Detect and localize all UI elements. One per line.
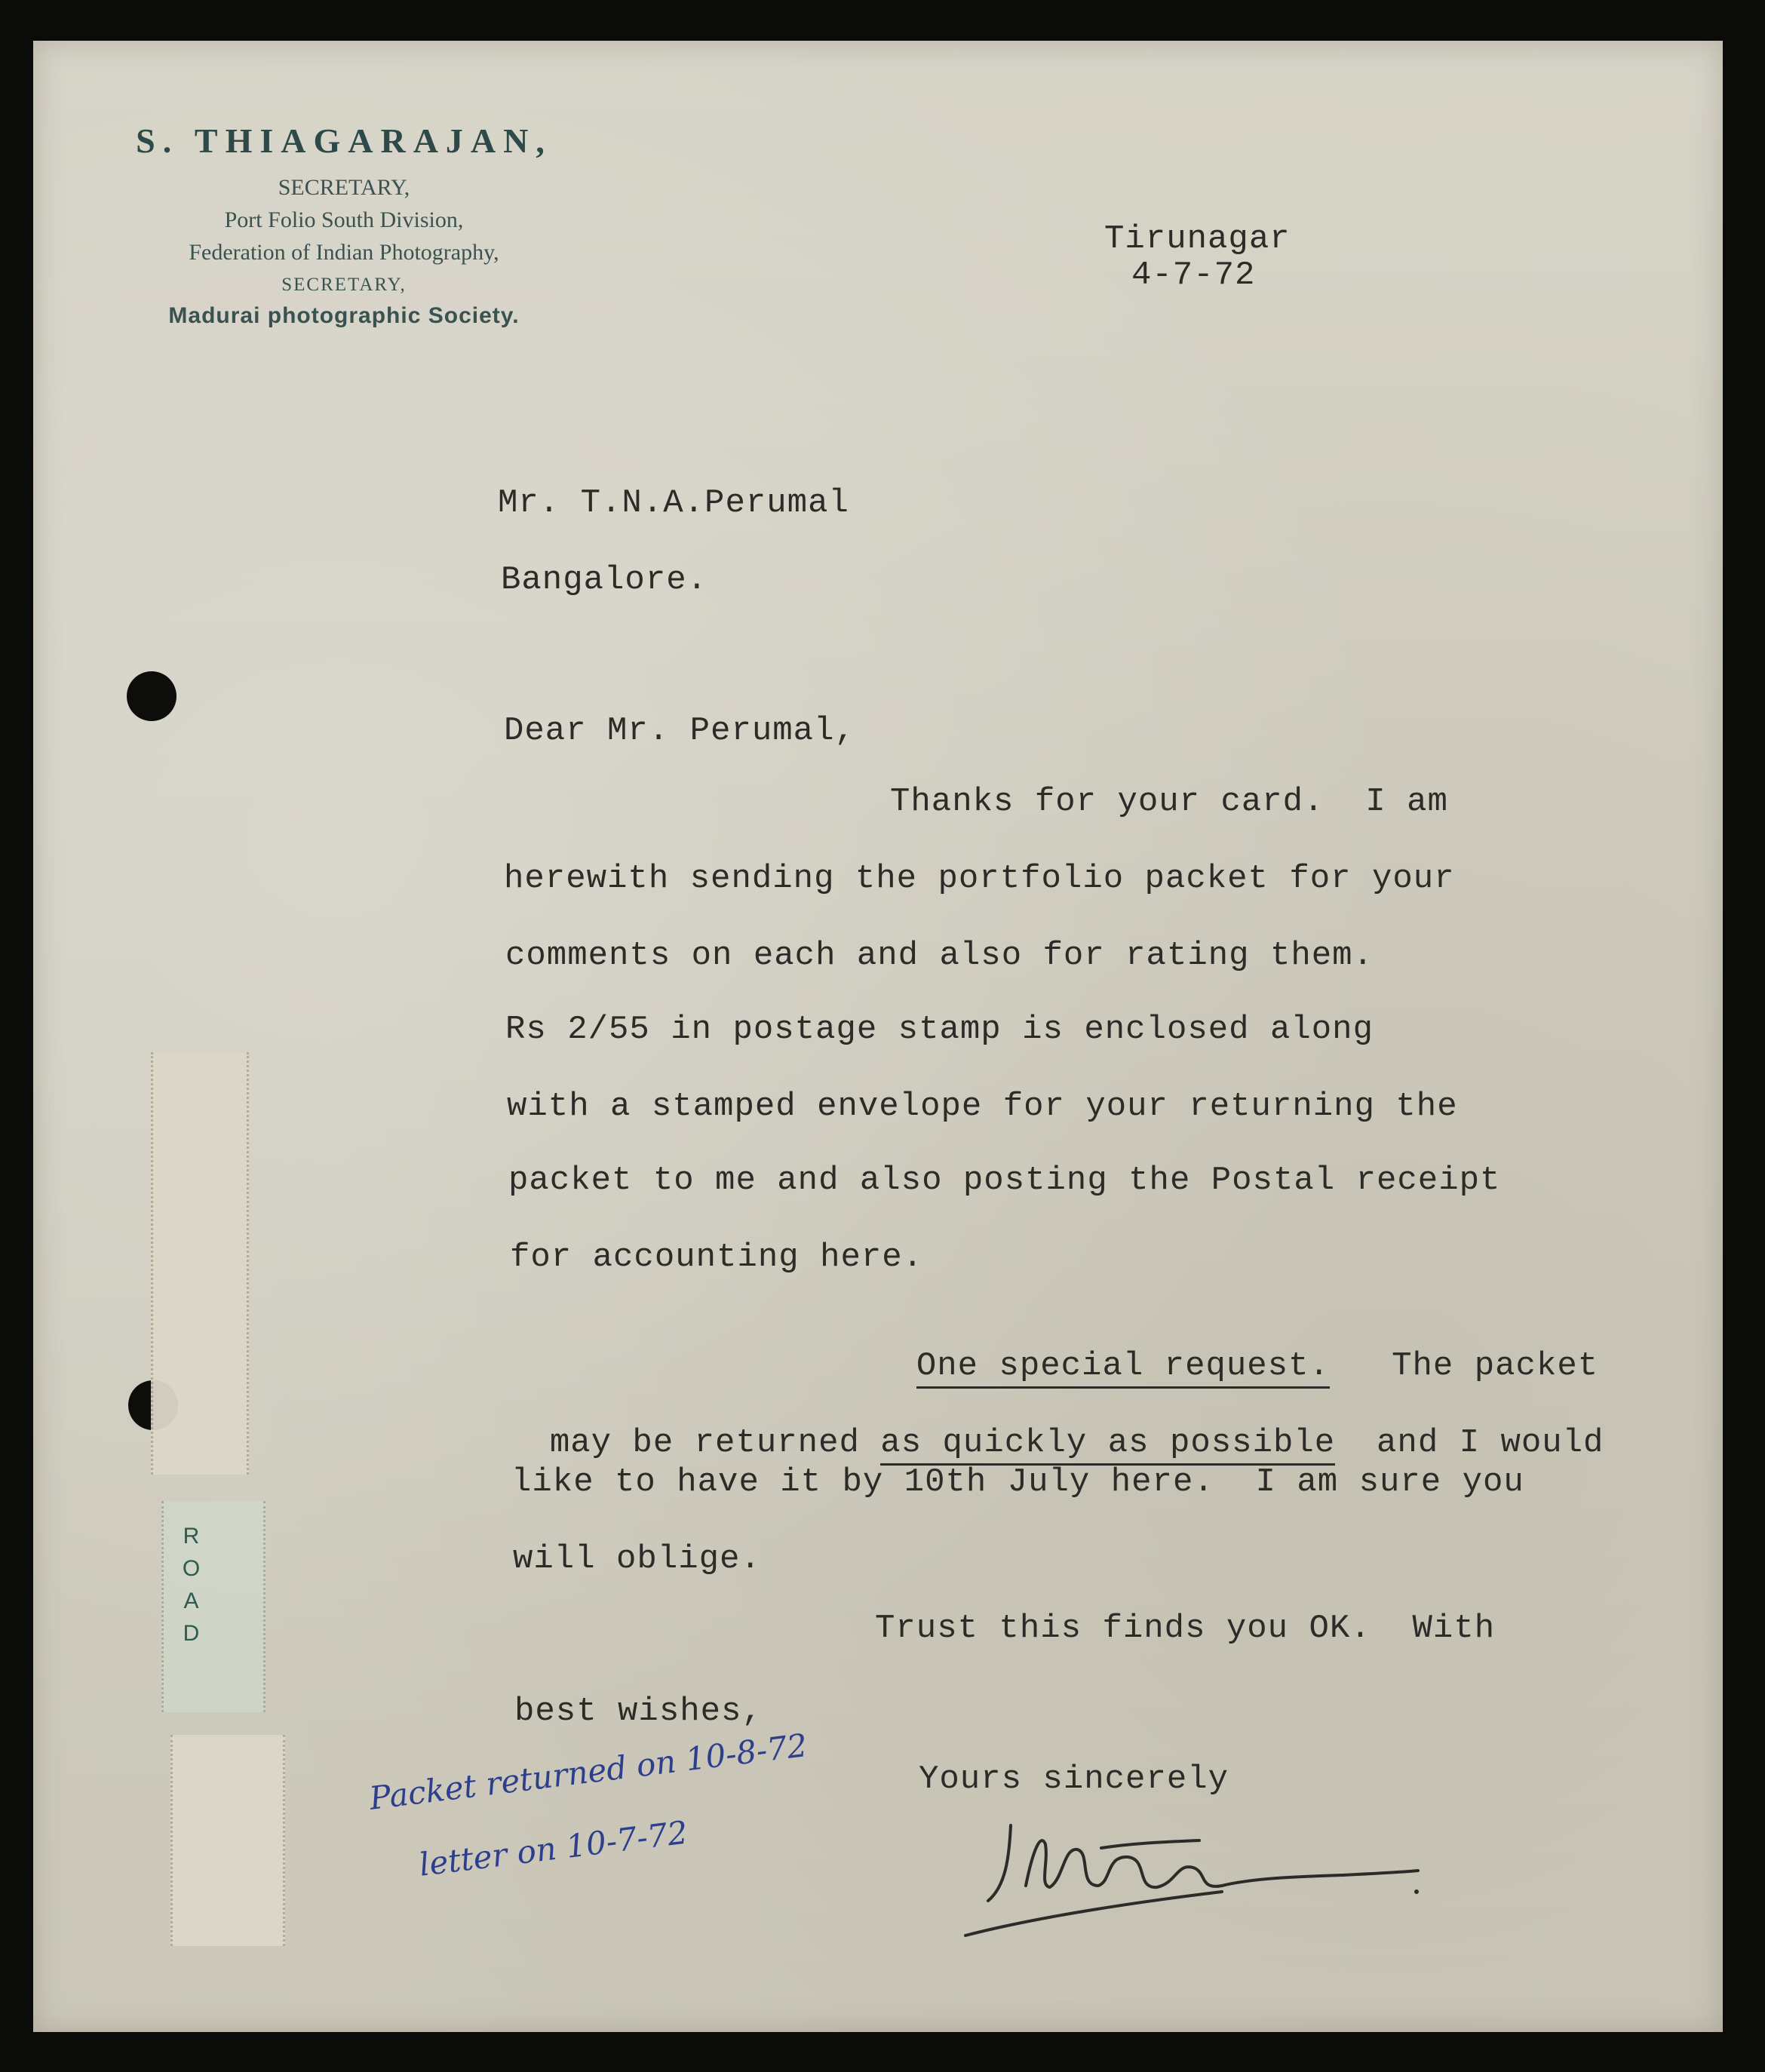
body-line: with a stamped envelope for your returning the bbox=[507, 1088, 1458, 1125]
letter-date: 4-7-72 bbox=[1131, 256, 1256, 294]
stamp-strip-lower bbox=[170, 1735, 285, 1946]
stamp-strip-label: ROAD bbox=[179, 1524, 204, 1653]
handwritten-note-line-1: Packet returned on 10-8-72 bbox=[367, 1726, 809, 1817]
recipient-name: Mr. T.N.A.Perumal bbox=[498, 484, 849, 522]
body-line bbox=[875, 1309, 1598, 1385]
emphasis-underlined: as quickly as possible bbox=[880, 1424, 1335, 1466]
body-line: packet to me and also posting the Postal receipt bbox=[508, 1162, 1501, 1199]
signature-dot bbox=[1414, 1889, 1419, 1894]
closing: Yours sincerely bbox=[919, 1760, 1229, 1798]
handwritten-note-line-2: letter on 10-7-72 bbox=[417, 1813, 690, 1883]
recipient-city: Bangalore. bbox=[501, 561, 708, 599]
body-line: best wishes, bbox=[514, 1693, 763, 1730]
letterhead-title-1: SECRETARY, bbox=[278, 175, 410, 200]
letterhead-division: Port Folio South Division, bbox=[224, 207, 464, 232]
body-line: Trust this finds you OK. With bbox=[875, 1610, 1496, 1647]
letterhead-title-2: SECRETARY, bbox=[281, 275, 407, 295]
body-line: Thanks for your card. I am bbox=[890, 783, 1448, 821]
stamp-strip-upper bbox=[151, 1052, 249, 1475]
body-line: will oblige. bbox=[513, 1540, 761, 1578]
body-text: The packet bbox=[1392, 1347, 1599, 1385]
salutation: Dear Mr. Perumal, bbox=[504, 712, 855, 750]
letterhead-society: Madurai photographic Society. bbox=[168, 303, 520, 328]
body-line: herewith sending the portfolio packet for your bbox=[504, 860, 1455, 898]
punch-hole-top bbox=[127, 671, 176, 721]
stamp-strip-middle bbox=[161, 1501, 266, 1712]
letterhead-name: S. THIAGARAJAN, bbox=[136, 121, 552, 160]
letter-place: Tirunagar bbox=[1104, 220, 1291, 258]
letterhead-federation: Federation of Indian Photography, bbox=[189, 240, 499, 265]
special-request-heading: One special request. bbox=[916, 1347, 1330, 1389]
body-text: and I would bbox=[1377, 1424, 1604, 1462]
body-text: may be returned bbox=[549, 1424, 860, 1462]
body-line bbox=[508, 1386, 1604, 1462]
signature bbox=[950, 1803, 1463, 1954]
body-line: Rs 2/55 in postage stamp is enclosed along bbox=[505, 1011, 1374, 1048]
body-line: for accounting here. bbox=[510, 1239, 924, 1276]
body-line: like to have it by 10th July here. I am sure you bbox=[511, 1463, 1524, 1501]
body-line: comments on each and also for rating them. bbox=[505, 937, 1374, 975]
